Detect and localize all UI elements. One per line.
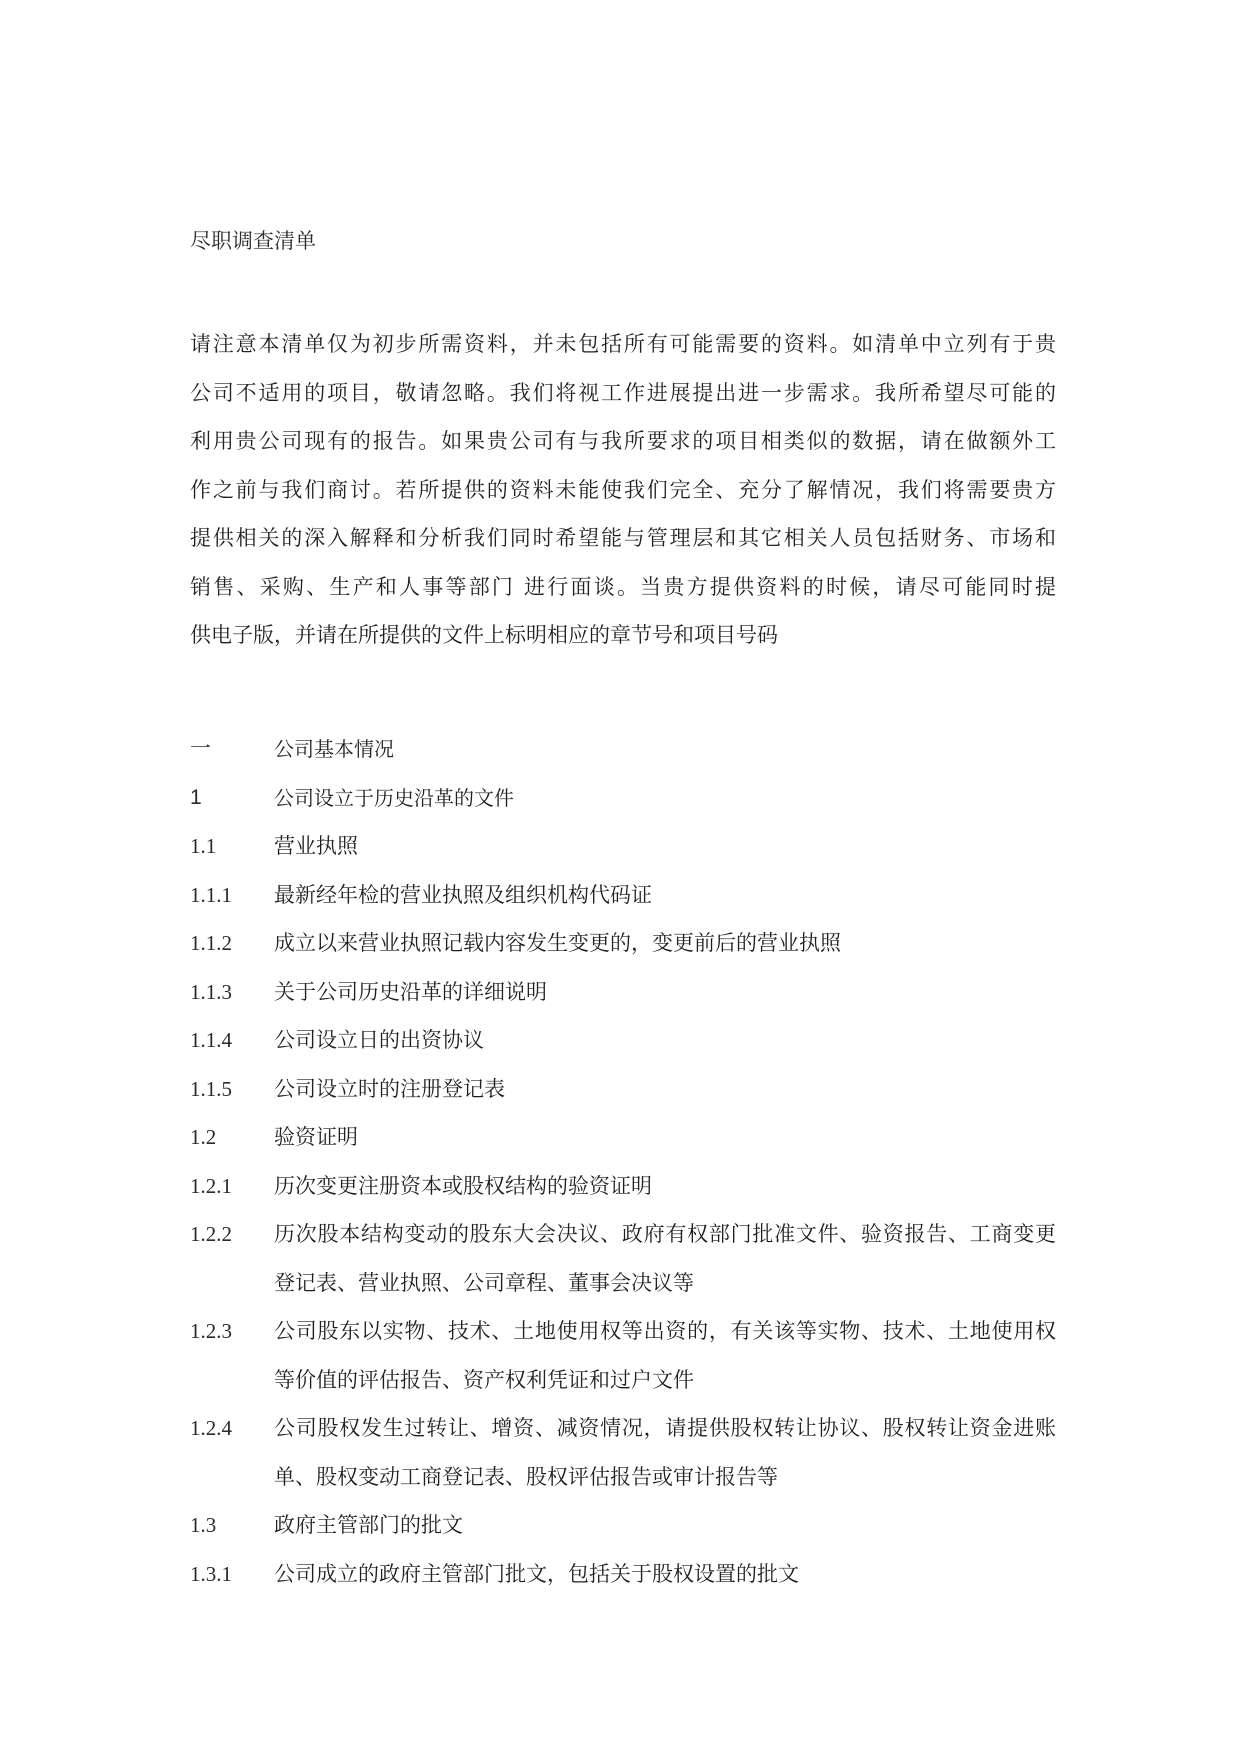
item-number: 1.1.3 bbox=[190, 979, 232, 1004]
intro-paragraph bbox=[190, 320, 1056, 660]
item-number: 1.2.2 bbox=[190, 1222, 232, 1246]
checklist-item bbox=[190, 1550, 1056, 1599]
item-text bbox=[274, 1113, 1056, 1162]
item-text-line: 等价值的评估报告、资产权利凭证和过户文件 bbox=[274, 1367, 694, 1392]
checklist-item bbox=[190, 871, 1056, 920]
checklist-item bbox=[190, 1307, 1056, 1404]
item-number: 1.2.3 bbox=[190, 1319, 232, 1343]
checklist-item bbox=[190, 774, 1056, 823]
checklist-item bbox=[190, 1113, 1056, 1162]
checklist-item bbox=[190, 919, 1056, 968]
item-text bbox=[274, 1162, 1056, 1211]
checklist-item bbox=[190, 968, 1056, 1017]
item-text-line: 单、股权变动工商登记表、股权评估报告或审计报告等 bbox=[274, 1464, 778, 1489]
item-text-line: 公司成立的政府主管部门批文，包括关于股权设置的批文 bbox=[274, 1561, 799, 1586]
item-number: 1.2.4 bbox=[190, 1416, 232, 1440]
item-text-line: 成立以来营业执照记载内容发生变更的，变更前后的营业执照 bbox=[274, 931, 841, 955]
item-number: 一 bbox=[190, 737, 211, 760]
item-text bbox=[274, 1210, 1056, 1307]
item-text-line: 公司股东以实物、技术、土地使用权等出资的，有关该等实物、技术、土地使用权 bbox=[274, 1319, 1056, 1343]
item-number: 1.1.1 bbox=[190, 882, 232, 907]
item-text bbox=[274, 774, 1056, 823]
item-text-line: 历次股本结构变动的股东大会决议、政府有权部门批准文件、验资报告、工商变更 bbox=[274, 1222, 1056, 1246]
item-number: 1.2.1 bbox=[190, 1173, 232, 1198]
item-number: 1.1.2 bbox=[190, 931, 232, 955]
item-number: 1.1.5 bbox=[190, 1076, 232, 1101]
item-number: 1.2 bbox=[190, 1125, 217, 1149]
item-text-line: 登记表、营业执照、公司章程、董事会决议等 bbox=[274, 1270, 694, 1295]
item-text-line: 营业执照 bbox=[274, 834, 358, 858]
item-number: 1.3 bbox=[190, 1513, 217, 1537]
item-text bbox=[274, 1550, 1056, 1599]
item-number: 1.3.1 bbox=[190, 1561, 232, 1586]
item-text bbox=[274, 1307, 1056, 1404]
checklist-item bbox=[190, 1016, 1056, 1065]
document-title: 尽职调查清单 bbox=[190, 229, 316, 253]
item-text bbox=[274, 1501, 1056, 1550]
checklist-item bbox=[190, 1065, 1056, 1114]
item-text bbox=[274, 1404, 1056, 1501]
checklist-item bbox=[190, 1210, 1056, 1307]
item-text bbox=[274, 1016, 1056, 1065]
item-text-line: 关于公司历史沿革的详细说明 bbox=[274, 979, 547, 1004]
checklist-item bbox=[190, 822, 1056, 871]
item-text-line: 政府主管部门的批文 bbox=[274, 1513, 463, 1537]
item-number: 1 bbox=[190, 785, 202, 809]
item-text-line: 历次变更注册资本或股权结构的验资证明 bbox=[274, 1173, 652, 1198]
intro-line: 提供相关的深入解释和分析我们同时希望能与管理层和其它相关人员包括财务、市场和 bbox=[190, 526, 1056, 550]
intro-line: 销售、采购、生产和人事等部门 进行面谈。当贵方提供资料的时候，请尽可能同时提 bbox=[190, 574, 1056, 599]
item-text bbox=[274, 871, 1056, 920]
item-text-line: 公司设立于历史沿革的文件 bbox=[274, 785, 514, 810]
item-text-line: 公司基本情况 bbox=[274, 737, 394, 761]
checklist-outline bbox=[190, 725, 1056, 1598]
intro-line: 请注意本清单仅为初步所需资料，并未包括所有可能需要的资料。如清单中立列有于贵 bbox=[190, 332, 1056, 356]
item-text bbox=[274, 822, 1056, 871]
checklist-item bbox=[190, 1162, 1056, 1211]
item-text-line: 最新经年检的营业执照及组织机构代码证 bbox=[274, 882, 652, 907]
item-text-line: 公司设立时的注册登记表 bbox=[274, 1076, 505, 1101]
item-number: 1.1.4 bbox=[190, 1028, 232, 1052]
intro-line: 公司不适用的项目，敬请忽略。我们将视工作进展提出进一步需求。我所希望尽可能的 bbox=[190, 380, 1056, 405]
item-text bbox=[274, 968, 1056, 1017]
item-text bbox=[274, 725, 1056, 774]
item-text bbox=[274, 1065, 1056, 1114]
item-text-line: 验资证明 bbox=[274, 1125, 358, 1149]
item-text-line: 公司股权发生过转让、增资、减资情况，请提供股权转让协议、股权转让资金进账 bbox=[274, 1416, 1056, 1440]
checklist-item bbox=[190, 1404, 1056, 1501]
item-text bbox=[274, 919, 1056, 968]
checklist-item bbox=[190, 725, 1056, 774]
item-text-line: 公司设立日的出资协议 bbox=[274, 1028, 484, 1052]
checklist-item bbox=[190, 1501, 1056, 1550]
intro-line: 作之前与我们商讨。若所提供的资料未能使我们完全、充分了解情况，我们将需要贵方 bbox=[190, 477, 1056, 502]
intro-line: 供电子版，并请在所提供的文件上标明相应的章节号和项目号码 bbox=[190, 623, 778, 647]
intro-line: 利用贵公司现有的报告。如果贵公司有与我所要求的项目相类似的数据，请在做额外工 bbox=[190, 429, 1056, 453]
item-number: 1.1 bbox=[190, 834, 217, 858]
